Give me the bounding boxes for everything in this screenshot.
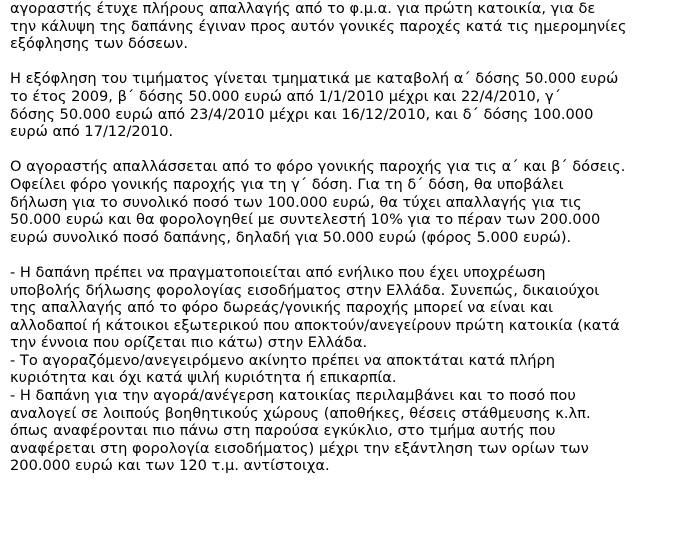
text-line: Οφείλει φόρο γονικής παροχής για τη γ΄ δόση. Για τη δ΄ δόση, θα υποβάλει bbox=[10, 175, 564, 193]
paragraph-tax-obligation bbox=[10, 158, 694, 246]
text-line: όπως αναφέρονται πιο πάνω στη παρούσα εγκύκλιο, στο τμήμα αυτής που bbox=[10, 422, 556, 440]
paragraph-installments bbox=[10, 70, 694, 140]
text-line: την κάλυψη της δαπάνης έγιναν προς αυτόν γονικές παροχές κατά τις ημερομηνίες bbox=[10, 17, 627, 35]
text-line: αλλοδαποί ή κάτοικοι εξωτερικού που αποκτούν/ανεγείρουν πρώτη κατοικία (κατά bbox=[10, 316, 620, 334]
text-line: - Η δαπάνη πρέπει να πραγματοποιείται από ενήλικο που έχει υποχρέωση bbox=[10, 263, 546, 281]
text-line: δήλωση για το συνολικό ποσό των 100.000 ευρώ, θα τύχει απαλλαγής για τις bbox=[10, 193, 582, 211]
text-line: 200.000 ευρώ και των 120 τ.μ. αντίστοιχα. bbox=[10, 457, 330, 475]
document-body bbox=[10, 0, 694, 475]
text-line: υποβολής δήλωσης φορολογίας εισοδήματος στην Ελλάδα. Συνεπώς, δικαιούχοι bbox=[10, 281, 600, 299]
text-line: εξόφλησης των δόσεων. bbox=[10, 35, 188, 53]
text-line: - Το αγοραζόμενο/ανεγειρόμενο ακίνητο πρέπει να αποκτάται κατά πλήρη bbox=[10, 351, 555, 369]
text-line: ευρώ από 17/12/2010. bbox=[10, 123, 174, 141]
text-line: κυριότητα και όχι κατά ψιλή κυριότητα ή επικαρπία. bbox=[10, 369, 397, 387]
text-line: αναφέρεται στη φορολογία εισοδήματος) μέχρι την εξάντληση των ορίων των bbox=[10, 439, 589, 457]
text-line: το έτος 2009, β΄ δόσης 50.000 ευρώ από 1/1/2010 μέχρι και 22/4/2010, γ΄ bbox=[10, 87, 561, 105]
text-line: την έννοια που ορίζεται πιο κάτω) στην Ελλάδα. bbox=[10, 334, 368, 352]
text-line: αγοραστής έτυχε πλήρους απαλλαγής από το φ.μ.α. για πρώτη κατοικία, για δε bbox=[10, 0, 596, 17]
text-line: ευρώ συνολικό ποσό δαπάνης, δηλαδή για 50.000 ευρώ (φόρος 5.000 ευρώ). bbox=[10, 228, 572, 246]
text-line: της απαλλαγής από το φόρο δωρεάς/γονικής παροχής μπορεί να είναι και bbox=[10, 299, 554, 317]
text-line: αναλογεί σε λοιπούς βοηθητικούς χώρους (αποθήκες, θέσεις στάθμευσης κ.λπ. bbox=[10, 404, 591, 422]
paragraph-first-home-exemption bbox=[10, 0, 694, 53]
text-line: Η εξόφληση του τιμήματος γίνεται τμηματικά με καταβολή α΄ δόσης 50.000 ευρώ bbox=[10, 70, 619, 88]
text-line: Ο αγοραστής απαλλάσσεται από το φόρο γονικής παροχής για τις α΄ και β΄ δόσεις. bbox=[10, 158, 626, 176]
paragraph-conditions-list bbox=[10, 264, 694, 475]
text-line: δόσης 50.000 ευρώ από 23/4/2010 μέχρι και 16/12/2010, και δ΄ δόσης 100.000 bbox=[10, 105, 594, 123]
text-line: - Η δαπάνη για την αγορά/ανέγερση κατοικίας περιλαμβάνει και το ποσό που bbox=[10, 387, 576, 405]
text-line: 50.000 ευρώ και θα φορολογηθεί με συντελεστή 10% για το πέραν των 200.000 bbox=[10, 211, 601, 229]
